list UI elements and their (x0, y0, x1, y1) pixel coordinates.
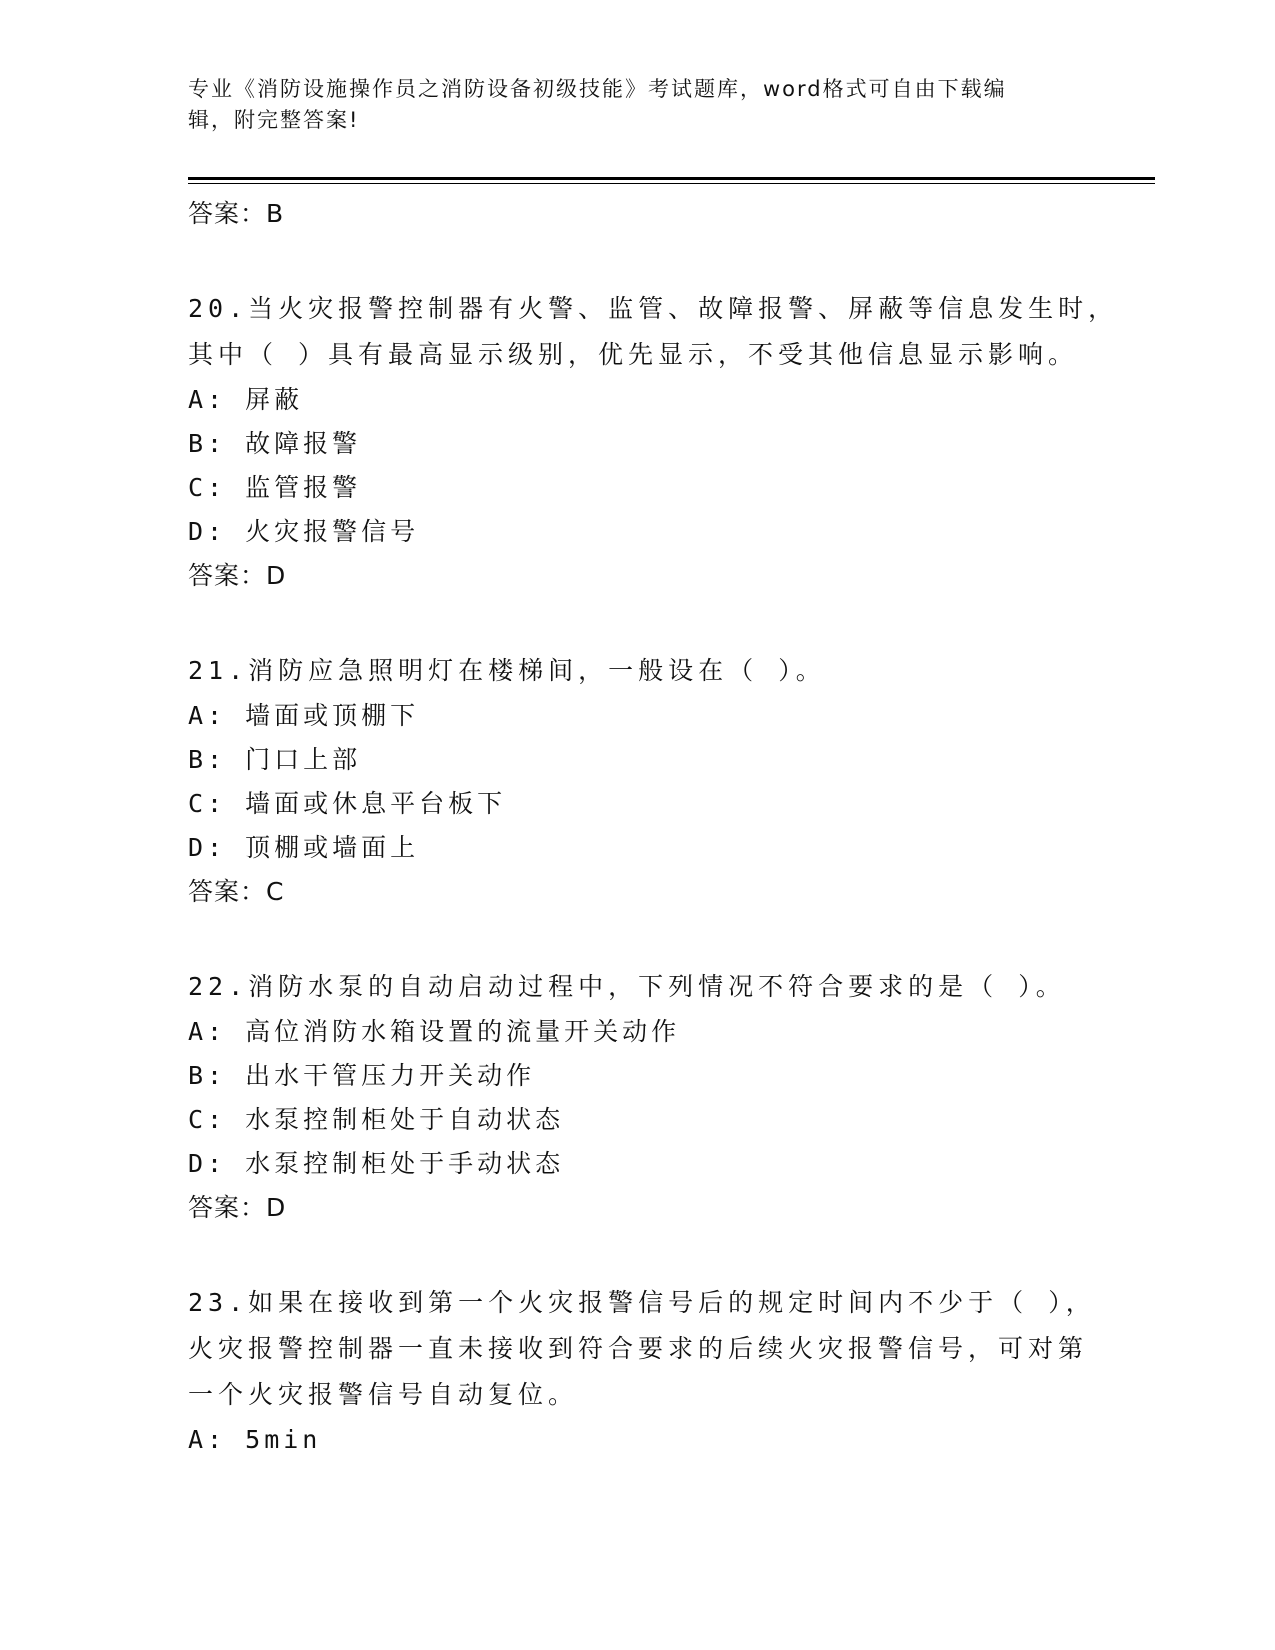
question-list (188, 192, 1119, 1462)
question-stem-line: 火灾报警控制器一直未接收到符合要求的后续火灾报警信号，可对第 (188, 1334, 1089, 1363)
question-stem-line: 其中（ ）具有最高显示级别，优先显示，不受其他信息显示影响。 (188, 340, 1079, 369)
option-d: D: 火灾报警信号 (188, 517, 420, 546)
question-stem-line: 21.消防应急照明灯在楼梯间，一般设在（ ）。 (188, 656, 826, 685)
question-stem-line: 一个火灾报警信号自动复位。 (188, 1380, 579, 1409)
question-20 (188, 286, 1119, 598)
spacer (188, 236, 1088, 286)
question-21 (188, 648, 1088, 914)
option-b: B: 故障报警 (188, 429, 362, 458)
question-stem-line: 23.如果在接收到第一个火灾报警信号后的规定时间内不少于（ ）， (188, 1288, 1096, 1317)
spacer (188, 914, 1088, 964)
option-a: A: 屏蔽 (188, 385, 304, 414)
question-22 (188, 964, 1088, 1230)
header-rule-thin (188, 183, 1155, 184)
option-d: D: 顶棚或墙面上 (188, 833, 420, 862)
answer-label: 答案：D (188, 561, 287, 590)
header-rule-thick (188, 177, 1155, 180)
option-b: B: 门口上部 (188, 745, 362, 774)
question-stem-line: 22.消防水泵的自动启动过程中，下列情况不符合要求的是（ ）。 (188, 972, 1066, 1001)
option-d: D: 水泵控制柜处于手动状态 (188, 1149, 565, 1178)
spacer (188, 1230, 1088, 1280)
spacer (188, 598, 1088, 648)
option-c: C: 水泵控制柜处于自动状态 (188, 1105, 565, 1134)
question-23 (188, 1280, 1096, 1462)
answer-label: 答案：C (188, 877, 285, 906)
answer-label: 答案：D (188, 1193, 287, 1222)
option-a: A: 墙面或顶棚下 (188, 701, 420, 730)
option-a: A: 5min (188, 1425, 322, 1454)
previous-answer: 答案：B (188, 199, 285, 228)
question-stem-line: 20.当火灾报警控制器有火警、监管、故障报警、屏蔽等信息发生时， (188, 294, 1119, 323)
option-a: A: 高位消防水箱设置的流量开关动作 (188, 1017, 681, 1046)
option-c: C: 监管报警 (188, 473, 362, 502)
document-header (188, 74, 1068, 136)
header-line-2: 辑，附完整答案! (188, 108, 360, 132)
option-c: C: 墙面或休息平台板下 (188, 789, 507, 818)
header-line-1: 专业《消防设施操作员之消防设备初级技能》考试题库，word格式可自由下载编 (188, 77, 1007, 101)
option-b: B: 出水干管压力开关动作 (188, 1061, 536, 1090)
